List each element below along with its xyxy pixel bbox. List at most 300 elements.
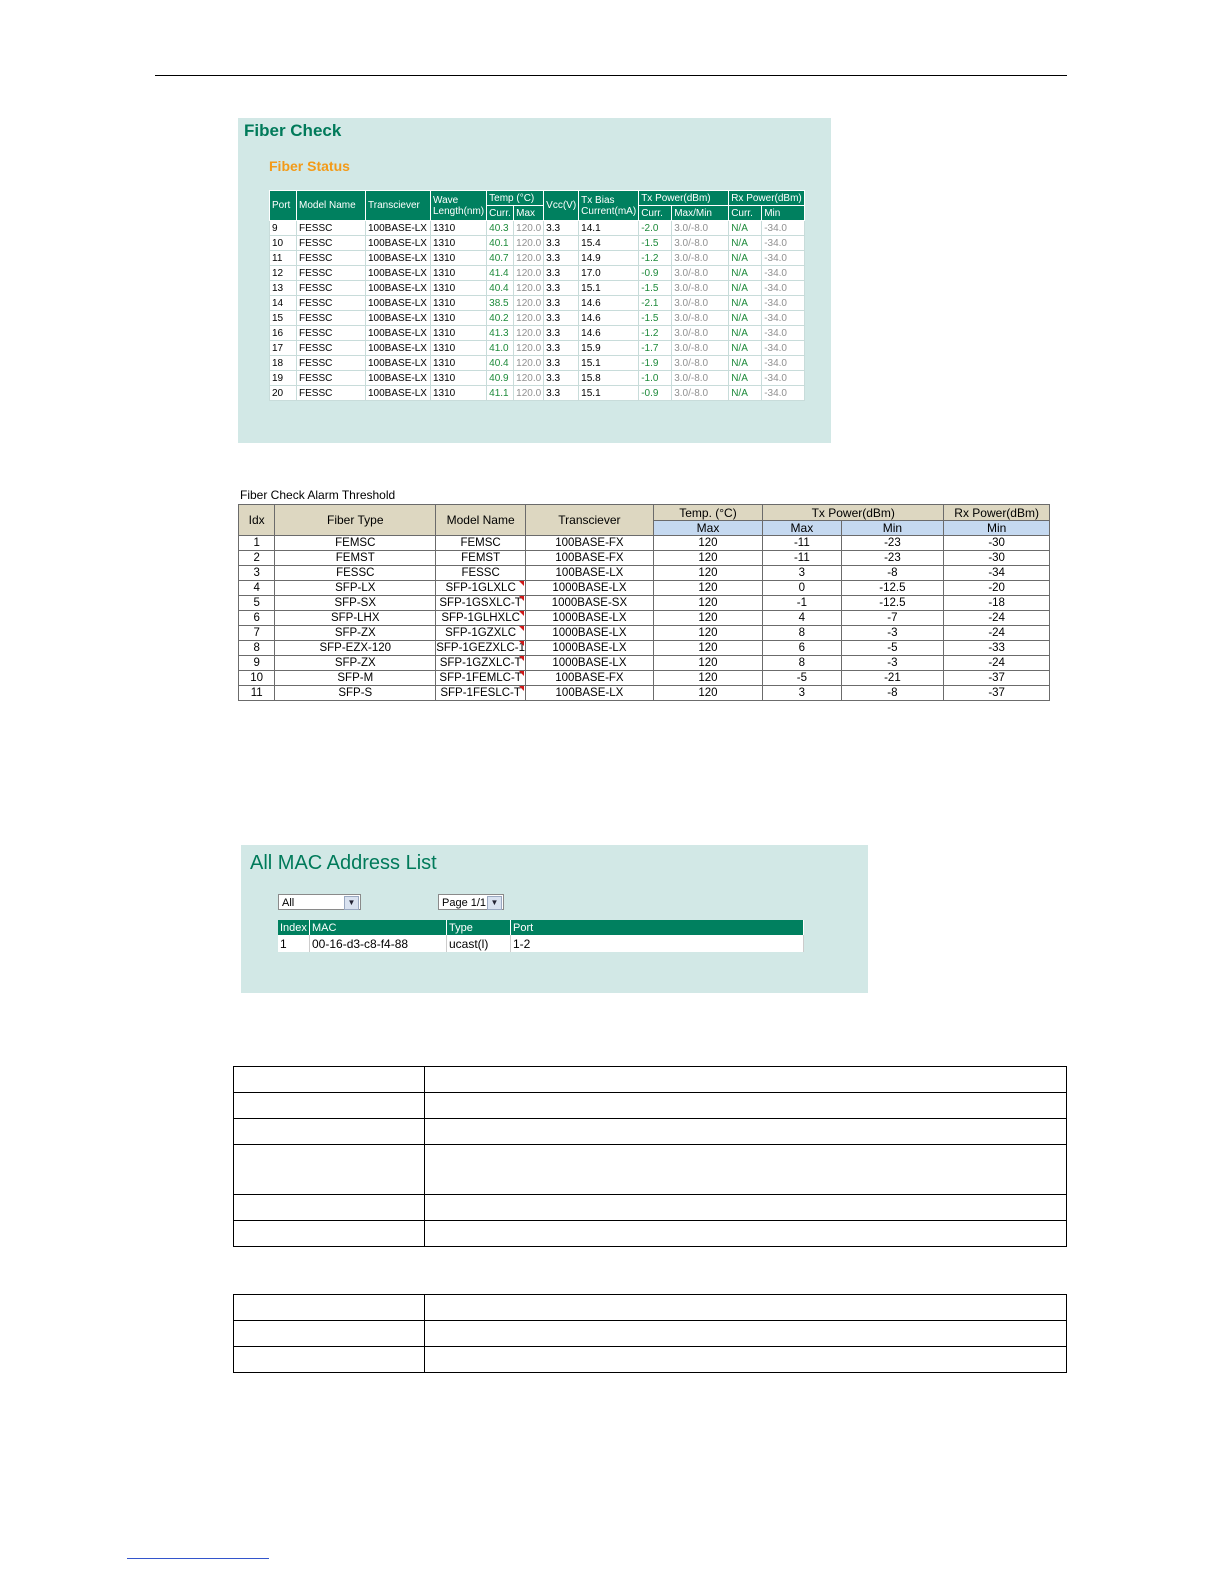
cell: FESSC: [297, 266, 366, 281]
cell: 3.3: [544, 236, 579, 251]
col-rx-min: Min: [762, 206, 805, 221]
table-row: [270, 281, 805, 296]
cell: -1: [763, 596, 841, 611]
cell: 14: [270, 296, 297, 311]
cell: 120.0: [514, 251, 544, 266]
cell: SFP-1GZXLC-T: [436, 656, 526, 671]
cell: 1: [278, 935, 310, 952]
cell: -23: [841, 551, 944, 566]
cell: [425, 1195, 1067, 1221]
cell: -3: [841, 626, 944, 641]
cell: N/A: [729, 221, 762, 236]
col-temp-max: Max: [514, 206, 544, 221]
cell: -24: [944, 611, 1050, 626]
cell: FESSC: [297, 236, 366, 251]
cell: 40.2: [487, 311, 514, 326]
cell: FEMST: [436, 551, 526, 566]
header-rule: [155, 75, 1067, 76]
cell: N/A: [729, 311, 762, 326]
cell: -34.0: [762, 371, 805, 386]
cell: 120.0: [514, 356, 544, 371]
cell: N/A: [729, 371, 762, 386]
cell: 3.3: [544, 251, 579, 266]
table-row: [234, 1221, 1067, 1247]
cell: 5: [239, 596, 275, 611]
col-index: Index: [278, 920, 310, 935]
cell: N/A: [729, 266, 762, 281]
cell: 6: [239, 611, 275, 626]
cell: -2.1: [639, 296, 672, 311]
cell: 9: [270, 221, 297, 236]
table-row: [234, 1145, 1067, 1195]
cell: 120: [653, 596, 762, 611]
cell: [425, 1093, 1067, 1119]
table-row: [239, 626, 1050, 641]
description-table-1: [233, 1066, 1067, 1247]
table-row: [270, 296, 805, 311]
cell: [425, 1119, 1067, 1145]
cell: 13: [270, 281, 297, 296]
cell: 14.9: [579, 251, 639, 266]
cell: FESSC: [297, 221, 366, 236]
cell: 17.0: [579, 266, 639, 281]
cell: 120: [653, 641, 762, 656]
cell: 15.1: [579, 356, 639, 371]
cell: [234, 1347, 425, 1373]
cell: FESSC: [297, 386, 366, 401]
cell: -34.0: [762, 281, 805, 296]
cell: 120.0: [514, 221, 544, 236]
cell: 100BASE-FX: [526, 671, 654, 686]
cell: N/A: [729, 326, 762, 341]
cell: SFP-ZX: [275, 656, 436, 671]
page-select-value: Page 1/1: [442, 897, 487, 909]
table-row: [270, 356, 805, 371]
cell: 8: [763, 656, 841, 671]
cell: 4: [239, 581, 275, 596]
cell: 120: [653, 536, 762, 551]
cell: FEMSC: [436, 536, 526, 551]
cell: -11: [763, 536, 841, 551]
cell: SFP-EZX-120: [275, 641, 436, 656]
fiber-check-panel: [238, 118, 831, 443]
cell: SFP-ZX: [275, 626, 436, 641]
cell: 3.0/-8.0: [672, 341, 729, 356]
table-row: [239, 581, 1050, 596]
cell: SFP-1FEMLC-T: [436, 671, 526, 686]
cell: -24: [944, 626, 1050, 641]
col-temp: Temp. (°C): [653, 505, 762, 521]
cell: [425, 1067, 1067, 1093]
table-row: [239, 611, 1050, 626]
cell: 41.3: [487, 326, 514, 341]
cell: 7: [239, 626, 275, 641]
col-temp: Temp (°C): [487, 191, 544, 206]
cell: 1310: [431, 281, 487, 296]
cell: 120.0: [514, 311, 544, 326]
cell: 8: [239, 641, 275, 656]
cell: [234, 1145, 425, 1195]
cell: 1310: [431, 266, 487, 281]
cell: -34.0: [762, 311, 805, 326]
cell: FESSC: [436, 566, 526, 581]
cell: SFP-1FESLC-T: [436, 686, 526, 701]
cell: SFP-SX: [275, 596, 436, 611]
cell: 100BASE-LX: [366, 371, 431, 386]
cell: 1310: [431, 371, 487, 386]
cell: 3.0/-8.0: [672, 296, 729, 311]
cell: -1.5: [639, 311, 672, 326]
cell: 100BASE-LX: [366, 386, 431, 401]
col-rxpower: Rx Power(dBm): [944, 505, 1050, 521]
cell: 100BASE-LX: [366, 281, 431, 296]
fiber-status-table: [269, 190, 805, 401]
cell: 3.3: [544, 221, 579, 236]
cell: 38.5: [487, 296, 514, 311]
col-txpower: Tx Power(dBm): [763, 505, 944, 521]
cell: 14.6: [579, 296, 639, 311]
cell: N/A: [729, 386, 762, 401]
col-wave-label: Wave: [433, 194, 459, 206]
col-fiber-type: Fiber Type: [275, 505, 436, 536]
table-row: [234, 1093, 1067, 1119]
cell: [425, 1221, 1067, 1247]
cell: N/A: [729, 356, 762, 371]
table-row: [270, 236, 805, 251]
cell: 1310: [431, 251, 487, 266]
cell: 14.6: [579, 326, 639, 341]
table-row: [234, 1347, 1067, 1373]
cell: 120.0: [514, 266, 544, 281]
cell: 3.0/-8.0: [672, 266, 729, 281]
mac-list-title: All MAC Address List: [250, 852, 437, 874]
cell: FESSC: [297, 281, 366, 296]
col-temp-max: Max: [653, 521, 762, 536]
mac-address-panel: [241, 845, 868, 993]
col-vcc: Vcc(V): [544, 191, 579, 221]
cell: [234, 1321, 425, 1347]
cell: SFP-1GLXLC: [436, 581, 526, 596]
cell: -8: [841, 686, 944, 701]
cell: 1000BASE-SX: [526, 596, 654, 611]
cell: SFP-LX: [275, 581, 436, 596]
threshold-table: [238, 504, 1050, 701]
cell: 100BASE-LX: [366, 311, 431, 326]
col-tx-maxmin: Max/Min: [672, 206, 729, 221]
col-model-name: Model Name: [436, 505, 526, 536]
table-row: [239, 686, 1050, 701]
cell: 3.3: [544, 296, 579, 311]
cell: 2: [239, 551, 275, 566]
cell: 1000BASE-LX: [526, 611, 654, 626]
cell: -12.5: [841, 596, 944, 611]
cell: -0.9: [639, 386, 672, 401]
cell: 100BASE-LX: [366, 326, 431, 341]
table-row: [234, 1321, 1067, 1347]
cell: 40.3: [487, 221, 514, 236]
cell: N/A: [729, 236, 762, 251]
table-row: [270, 341, 805, 356]
table-row: [270, 266, 805, 281]
cell: 40.4: [487, 281, 514, 296]
col-rx-curr: Curr.: [729, 206, 762, 221]
cell: [425, 1295, 1067, 1321]
cell: 120.0: [514, 296, 544, 311]
cell: 120.0: [514, 281, 544, 296]
cell: 3.3: [544, 341, 579, 356]
cell: -34.0: [762, 296, 805, 311]
cell: 3.3: [544, 326, 579, 341]
cell: FESSC: [297, 341, 366, 356]
cell: -1.0: [639, 371, 672, 386]
table-row: [234, 1119, 1067, 1145]
cell: 1310: [431, 236, 487, 251]
table-row: [270, 326, 805, 341]
cell: 1310: [431, 296, 487, 311]
cell: 3.3: [544, 266, 579, 281]
table-row: [234, 1195, 1067, 1221]
col-length-label: Length(nm): [433, 205, 485, 217]
cell: [234, 1295, 425, 1321]
cell: 9: [239, 656, 275, 671]
col-current-label: Current(mA): [581, 205, 637, 217]
cell: -34.0: [762, 356, 805, 371]
cell: 3.0/-8.0: [672, 221, 729, 236]
cell: 120: [653, 551, 762, 566]
cell: FESSC: [297, 371, 366, 386]
filter-select-value: All: [282, 897, 295, 909]
table-row: [234, 1067, 1067, 1093]
cell: 3.0/-8.0: [672, 236, 729, 251]
col-idx: Idx: [239, 505, 275, 536]
cell: [425, 1321, 1067, 1347]
cell: 100BASE-FX: [526, 551, 654, 566]
cell: 3: [239, 566, 275, 581]
cell: 15.9: [579, 341, 639, 356]
cell: 100BASE-LX: [366, 296, 431, 311]
cell: 100BASE-LX: [366, 221, 431, 236]
cell: 14.1: [579, 221, 639, 236]
cell: 41.4: [487, 266, 514, 281]
cell: FESSC: [275, 566, 436, 581]
cell: 40.4: [487, 356, 514, 371]
col-txbias: [579, 191, 639, 221]
cell: 120: [653, 656, 762, 671]
cell: 120.0: [514, 371, 544, 386]
cell: 3: [763, 686, 841, 701]
cell: 8: [763, 626, 841, 641]
cell: 1310: [431, 326, 487, 341]
col-temp-curr: Curr.: [487, 206, 514, 221]
cell: -12.5: [841, 581, 944, 596]
table-row: [270, 221, 805, 236]
table-row: [270, 386, 805, 401]
cell: -18: [944, 596, 1050, 611]
cell: [234, 1067, 425, 1093]
chevron-down-icon: ▼: [487, 896, 502, 910]
cell: -5: [763, 671, 841, 686]
cell: 1-2: [511, 935, 804, 952]
cell: [425, 1145, 1067, 1195]
cell: -1.9: [639, 356, 672, 371]
cell: 120: [653, 671, 762, 686]
cell: 15.1: [579, 386, 639, 401]
cell: 1000BASE-LX: [526, 656, 654, 671]
cell: -33: [944, 641, 1050, 656]
cell: 3.0/-8.0: [672, 311, 729, 326]
cell: 15.1: [579, 281, 639, 296]
col-txpower: Tx Power(dBm): [639, 191, 729, 206]
cell: -34.0: [762, 326, 805, 341]
cell: 100BASE-LX: [366, 251, 431, 266]
cell: 120: [653, 686, 762, 701]
table-row: [239, 551, 1050, 566]
cell: 10: [270, 236, 297, 251]
cell: [234, 1221, 425, 1247]
col-rxpower: Rx Power(dBm): [729, 191, 805, 206]
col-transceiver: Transciever: [526, 505, 654, 536]
cell: FESSC: [297, 326, 366, 341]
cell: 40.7: [487, 251, 514, 266]
col-tx-min: Min: [841, 521, 944, 536]
cell: [425, 1347, 1067, 1373]
cell: FESSC: [297, 356, 366, 371]
cell: 100BASE-LX: [366, 236, 431, 251]
cell: 1000BASE-LX: [526, 626, 654, 641]
cell: 16: [270, 326, 297, 341]
cell: 3.0/-8.0: [672, 371, 729, 386]
cell: 40.9: [487, 371, 514, 386]
cell: 0: [763, 581, 841, 596]
table-row: [270, 251, 805, 266]
cell: FEMST: [275, 551, 436, 566]
cell: -5: [841, 641, 944, 656]
cell: 120.0: [514, 386, 544, 401]
cell: -34.0: [762, 266, 805, 281]
cell: -30: [944, 536, 1050, 551]
table-row: [239, 596, 1050, 611]
cell: [234, 1195, 425, 1221]
cell: -30: [944, 551, 1050, 566]
cell: -7: [841, 611, 944, 626]
cell: 120: [653, 611, 762, 626]
cell: 3.3: [544, 386, 579, 401]
cell: -8: [841, 566, 944, 581]
cell: -24: [944, 656, 1050, 671]
col-type: Type: [447, 920, 511, 935]
cell: 3.0/-8.0: [672, 281, 729, 296]
cell: 18: [270, 356, 297, 371]
cell: 1310: [431, 221, 487, 236]
cell: -34.0: [762, 386, 805, 401]
cell: 3.3: [544, 311, 579, 326]
table-row: [239, 536, 1050, 551]
cell: 10: [239, 671, 275, 686]
col-txbias-label: Tx Bias: [581, 194, 615, 206]
cell: 6: [763, 641, 841, 656]
cell: FEMSC: [275, 536, 436, 551]
col-rx-min: Min: [944, 521, 1050, 536]
cell: -23: [841, 536, 944, 551]
cell: -37: [944, 686, 1050, 701]
cell: 100BASE-LX: [366, 356, 431, 371]
page-select[interactable]: [438, 894, 504, 910]
col-port: Port: [270, 191, 297, 221]
cell: 1000BASE-LX: [526, 581, 654, 596]
cell: -34.0: [762, 236, 805, 251]
col-tx-max: Max: [763, 521, 841, 536]
cell: FESSC: [297, 296, 366, 311]
col-model-name: Model Name: [297, 191, 366, 221]
cell: 120.0: [514, 326, 544, 341]
threshold-caption: Fiber Check Alarm Threshold: [240, 488, 396, 502]
cell: 15.4: [579, 236, 639, 251]
cell: 11: [270, 251, 297, 266]
table-row: [239, 656, 1050, 671]
cell: 100BASE-LX: [366, 341, 431, 356]
cell: FESSC: [297, 251, 366, 266]
table-row: [270, 311, 805, 326]
cell: 17: [270, 341, 297, 356]
cell: SFP-LHX: [275, 611, 436, 626]
table-row: [239, 566, 1050, 581]
cell: -3: [841, 656, 944, 671]
cell: 3.0/-8.0: [672, 326, 729, 341]
cell: 120: [653, 566, 762, 581]
cell: 41.0: [487, 341, 514, 356]
cell: 120: [653, 581, 762, 596]
col-port: Port: [511, 920, 804, 935]
cell: SFP-M: [275, 671, 436, 686]
cell: -34.0: [762, 251, 805, 266]
cell: N/A: [729, 296, 762, 311]
cell: 3: [763, 566, 841, 581]
cell: 1310: [431, 341, 487, 356]
cell: 3.0/-8.0: [672, 251, 729, 266]
cell: 100BASE-FX: [526, 536, 654, 551]
cell: -2.0: [639, 221, 672, 236]
description-table-2: [233, 1294, 1067, 1373]
cell: 120: [653, 626, 762, 641]
cell: -20: [944, 581, 1050, 596]
cell: [234, 1119, 425, 1145]
col-wavelength: [431, 191, 487, 221]
cell: -34: [944, 566, 1050, 581]
col-transceiver: Transciever: [366, 191, 431, 221]
cell: -37: [944, 671, 1050, 686]
cell: -1.7: [639, 341, 672, 356]
cell: 1000BASE-LX: [526, 641, 654, 656]
cell: FESSC: [297, 311, 366, 326]
cell: 40.1: [487, 236, 514, 251]
cell: SFP-1GLHXLC: [436, 611, 526, 626]
fiber-check-title: Fiber Check: [244, 121, 342, 140]
filter-select[interactable]: [278, 894, 361, 910]
cell: 11: [239, 686, 275, 701]
col-tx-curr: Curr.: [639, 206, 672, 221]
cell: 3.0/-8.0: [672, 356, 729, 371]
cell: 1310: [431, 386, 487, 401]
cell: N/A: [729, 341, 762, 356]
cell: 100BASE-LX: [366, 266, 431, 281]
cell: 3.3: [544, 356, 579, 371]
cell: ucast(l): [447, 935, 511, 952]
cell: -1.5: [639, 281, 672, 296]
cell: 20: [270, 386, 297, 401]
cell: 4: [763, 611, 841, 626]
cell: -0.9: [639, 266, 672, 281]
cell: 1310: [431, 311, 487, 326]
